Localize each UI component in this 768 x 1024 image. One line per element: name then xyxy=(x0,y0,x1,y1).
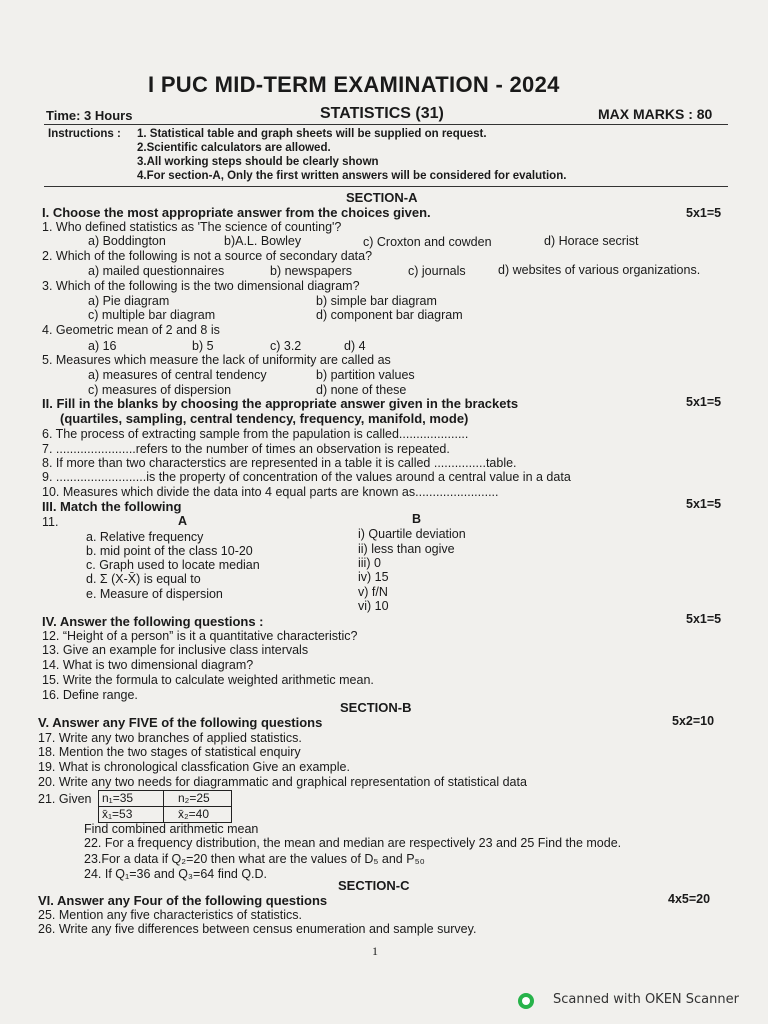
section-c-title: SECTION-C xyxy=(338,878,410,893)
question-3: 3. Which of the following is the two dimensional diagram? xyxy=(42,279,360,293)
exam-subject: STATISTICS (31) xyxy=(320,105,444,122)
question-11: 11. xyxy=(42,515,59,529)
max-marks: MAX MARKS : 80 xyxy=(598,106,713,122)
part-4-marks: 5x1=5 xyxy=(686,612,722,626)
part-2-marks: 5x1=5 xyxy=(686,395,722,409)
table-row xyxy=(99,791,232,807)
q3-option-d: d) component bar diagram xyxy=(316,308,463,322)
question-19: 19. What is chronological classfication Give an example. xyxy=(38,760,350,774)
match-b-item: i) Quartile deviation xyxy=(358,527,466,541)
q1-option-b: b)A.L. Bowley xyxy=(224,234,302,248)
question-13: 13. Give an example for inclusive class intervals xyxy=(42,643,309,657)
n1-cell: n₁=35 xyxy=(99,791,164,807)
scanner-watermark: Scanned with OKEN Scanner xyxy=(553,992,739,1007)
instruction-4: 4.For section-A, Only the first written answers will be considered for evalution. xyxy=(137,170,567,182)
match-column-b-heading: B xyxy=(412,512,422,526)
q2-option-c: c) journals xyxy=(408,264,466,278)
question-9: 9. ..........................is the property of concentration of the values around a central value in a data xyxy=(42,470,571,484)
question-7: 7. .......................refers to the number of times an observation is repeated. xyxy=(42,442,450,456)
q4-option-c: c) 3.2 xyxy=(270,339,302,353)
match-b-item: iii) 0 xyxy=(358,556,381,570)
part-3-heading: III. Match the following xyxy=(42,499,182,514)
part-1-marks: 5x1=5 xyxy=(686,206,722,220)
q1-option-c: c) Croxton and cowden xyxy=(363,235,492,249)
match-b-item: iv) 15 xyxy=(358,570,389,584)
question-1: 1. Who defined statistics as 'The science of counting'? xyxy=(42,220,342,234)
question-17: 17. Write any two branches of applied statistics. xyxy=(38,731,302,745)
q3-option-b: b) simple bar diagram xyxy=(316,294,437,308)
q3-option-a: a) Pie diagram xyxy=(88,294,170,308)
q4-option-b: b) 5 xyxy=(192,339,214,353)
exam-time: Time: 3 Hours xyxy=(46,108,133,123)
question-22: 22. For a frequency distribution, the mean and median are respectively 23 and 25 Find the mode. xyxy=(84,836,622,850)
question-5: 5. Measures which measure the lack of uniformity are called as xyxy=(42,353,391,367)
question-21: 21. Given xyxy=(38,792,92,806)
question-14: 14. What is two dimensional diagram? xyxy=(42,658,254,672)
q5-option-d: d) none of these xyxy=(316,383,407,397)
match-a-item: d. Σ (X-X̄) is equal to xyxy=(86,572,201,586)
match-b-item: vi) 10 xyxy=(358,599,389,613)
table-row xyxy=(99,807,232,823)
question-15: 15. Write the formula to calculate weighted arithmetic mean. xyxy=(42,673,374,687)
instruction-2: 2.Scientific calculators are allowed. xyxy=(137,142,331,154)
part-6-marks: 4x5=20 xyxy=(668,892,711,906)
match-a-item: c. Graph used to locate median xyxy=(86,558,260,572)
q4-option-a: a) 16 xyxy=(88,339,117,353)
scanner-logo-icon xyxy=(518,993,534,1009)
part-1-heading: I. Choose the most appropriate answer from the choices given. xyxy=(42,205,431,220)
question-10: 10. Measures which divide the data into 4 equal parts are known as........................ xyxy=(42,485,499,499)
section-a-title: SECTION-A xyxy=(346,190,418,205)
question-24: 24. If Q₁=36 and Q₃=64 find Q.D. xyxy=(84,867,268,881)
question-18: 18. Mention the two stages of statistical enquiry xyxy=(38,745,301,759)
instruction-1: 1. Statistical table and graph sheets will be supplied on request. xyxy=(137,128,487,140)
q4-option-d: d) 4 xyxy=(344,339,366,353)
part-6-heading: VI. Answer any Four of the following questions xyxy=(38,893,328,908)
n2-cell: n₂=25 xyxy=(164,791,232,807)
question-25: 25. Mention any five characteristics of statistics. xyxy=(38,908,302,922)
q5-option-b: b) partition values xyxy=(316,368,415,382)
q5-option-a: a) measures of central tendency xyxy=(88,368,267,382)
part-5-heading: V. Answer any FIVE of the following questions xyxy=(38,715,323,730)
instruction-3: 3.All working steps should be clearly shown xyxy=(137,156,379,168)
match-b-item: v) f/N xyxy=(358,585,388,599)
part-2-heading: II. Fill in the blanks by choosing the appropriate answer given in the brackets xyxy=(42,396,519,411)
part-3-marks: 5x1=5 xyxy=(686,497,722,511)
question-4: 4. Geometric mean of 2 and 8 is xyxy=(42,323,220,337)
question-6: 6. The process of extracting sample from the papulation is called.................... xyxy=(42,427,469,441)
q2-option-b: b) newspapers xyxy=(270,264,352,278)
q3-option-c: c) multiple bar diagram xyxy=(88,308,216,322)
part-4-heading: IV. Answer the following questions : xyxy=(42,614,264,629)
q2-option-a: a) mailed questionnaires xyxy=(88,264,225,278)
section-b-title: SECTION-B xyxy=(340,700,412,715)
q5-option-c: c) measures of dispersion xyxy=(88,383,232,397)
question-16: 16. Define range. xyxy=(42,688,138,702)
divider-instructions xyxy=(44,186,728,187)
match-b-item: ii) less than ogive xyxy=(358,542,455,556)
part-2-word-bank: (quartiles, sampling, central tendency, frequency, manifold, mode) xyxy=(60,411,469,426)
given-values-table xyxy=(98,790,232,823)
x1-cell: x̄₁=53 xyxy=(99,807,164,823)
question-12: 12. “Height of a person” is it a quantitative characteristic? xyxy=(42,629,358,643)
question-23: 23.For a data if Q₂=20 then what are the values of D₅ and P₅₀ xyxy=(84,852,425,866)
q2-option-d: d) websites of various organizations. xyxy=(498,263,701,277)
question-2: 2. Which of the following is not a source of secondary data? xyxy=(42,249,373,263)
x2-cell: x̄₂=40 xyxy=(164,807,232,823)
match-a-item: a. Relative frequency xyxy=(86,530,204,544)
divider-top xyxy=(44,124,728,125)
exam-title: I PUC MID-TERM EXAMINATION - 2024 xyxy=(148,72,560,97)
q1-option-a: a) Boddington xyxy=(88,234,166,248)
question-21-instruction: Find combined arithmetic mean xyxy=(84,822,259,836)
question-8: 8. If more than two characterstics are represented in a table it is called ...............table. xyxy=(42,456,517,470)
match-column-a-heading: A xyxy=(178,514,188,528)
match-a-item: b. mid point of the class 10-20 xyxy=(86,544,253,558)
q1-option-d: d) Horace secrist xyxy=(544,234,639,248)
question-20: 20. Write any two needs for diagrammatic and graphical representation of statistical data xyxy=(38,775,527,789)
page-number: 1 xyxy=(372,944,378,958)
question-26: 26. Write any five differences between census enumeration and sample survey. xyxy=(38,922,477,936)
part-5-marks: 5x2=10 xyxy=(672,714,715,728)
instructions-label: Instructions : xyxy=(48,128,121,140)
match-a-item: e. Measure of dispersion xyxy=(86,587,223,601)
